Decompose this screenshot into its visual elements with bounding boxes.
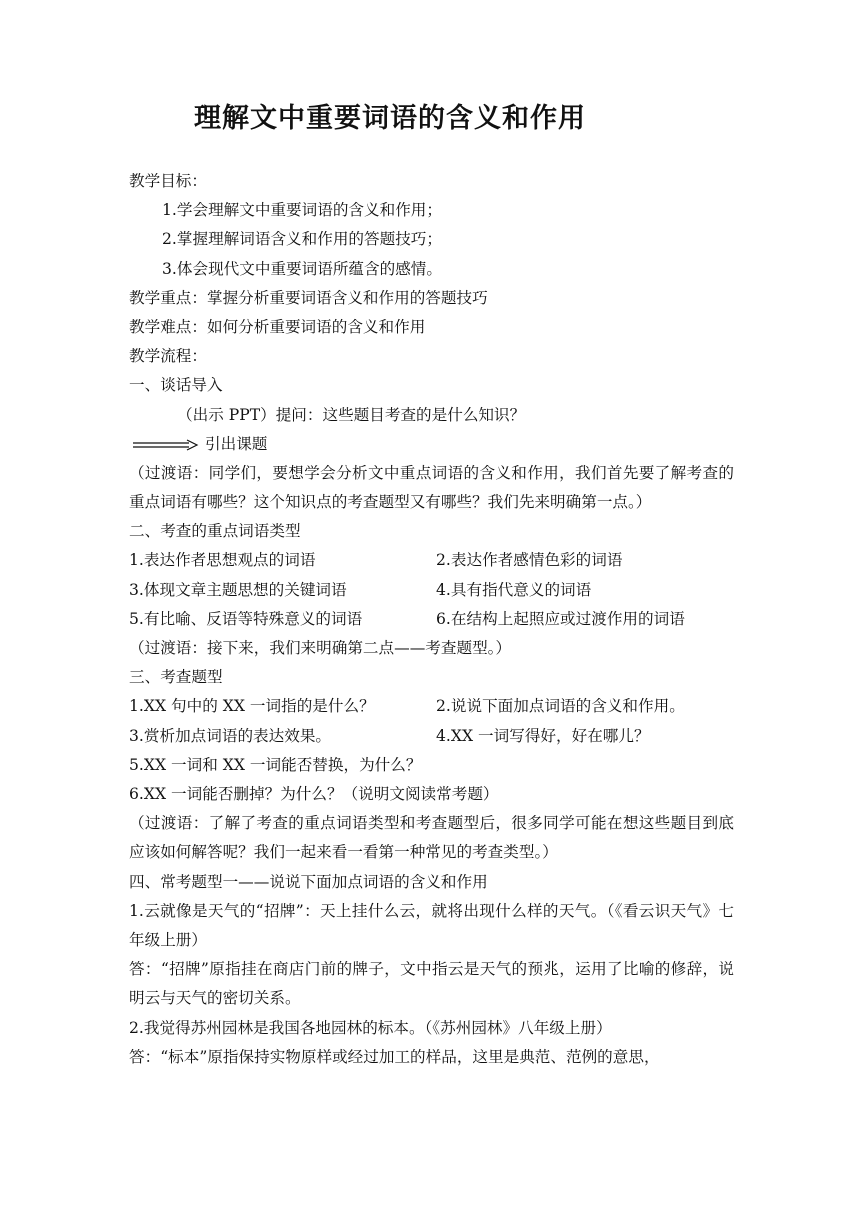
question-type-item: 3.赏析加点词语的表达效果。 (129, 726, 332, 745)
transition-1: （过渡语：同学们，要想学会分析文中重点词语的含义和作用，我们首先要了解考查的重点词语有哪些？这个知识点的考查题型又有哪些？我们先来明确第一点。） (129, 463, 734, 512)
word-type-item: 1.表达作者思想观点的词语 (129, 551, 316, 570)
question-type-item: 4.XX 一词写得好，好在哪儿？ (436, 726, 650, 745)
section1-heading: 一、谈话导入 (129, 376, 223, 395)
objective-item: 2.掌握理解词语含义和作用的答题技巧； (162, 230, 442, 249)
word-type-item: 4.具有指代意义的词语 (436, 580, 592, 599)
example-question-2: 2.我觉得苏州园林是我国各地园林的标本。（《苏州园林》八年级上册） (129, 1018, 612, 1037)
double-arrow-right-icon (131, 439, 199, 451)
word-type-item: 2.表达作者感情色彩的词语 (436, 551, 623, 570)
word-type-row (129, 546, 734, 575)
lead-in-text: 引出课题 (205, 434, 268, 453)
question-type-item: 5.XX 一词和 XX 一词能否替换，为什么？ (129, 755, 422, 774)
objectives-heading: 教学目标： (129, 172, 207, 190)
ppt-prompt: （出示 PPT）提问：这些题目考查的是什么知识？ (177, 405, 526, 424)
process-heading: 教学流程： (129, 347, 207, 366)
key-point: 教学重点：掌握分析重要词语含义和作用的答题技巧 (129, 288, 488, 307)
transition-2: （过渡语：接下来，我们来明确第二点——考查题型。） (129, 639, 512, 658)
lead-in-line (129, 430, 734, 459)
example-answer-1: 答：“招牌”原指挂在商店门前的牌子，文中指云是天气的预兆，运用了比喻的修辞，说明云与天气的密切关系。 (129, 960, 734, 1008)
section2-heading: 二、考查的重点词语类型 (129, 522, 301, 541)
difficulty: 教学难点：如何分析重要词语的含义和作用 (129, 317, 426, 336)
question-type-item: 6.XX 一词能否删掉？为什么？（说明文阅读常考题） (129, 784, 499, 803)
question-type-item: 2.说说下面加点词语的含义和作用。 (436, 697, 685, 716)
question-type-item: 1.XX 句中的 XX 一词指的是什么？ (129, 697, 375, 716)
word-type-row (129, 576, 734, 605)
word-type-row (129, 605, 734, 634)
example-answer-2: 答：“标本”原指保持实物原样或经过加工的样品，这里是典范、范例的意思， (129, 1047, 660, 1066)
word-type-item: 3.体现文章主题思想的关键词语 (129, 580, 347, 599)
question-type-row (129, 692, 734, 721)
document-body (129, 167, 734, 1072)
word-type-item: 5.有比喻、反语等特殊意义的词语 (129, 609, 363, 628)
objective-item: 3.体会现代文中重要词语所蕴含的感情。 (162, 259, 442, 278)
section3-heading: 三、考查题型 (129, 668, 223, 687)
transition-3: （过渡语：了解了考查的重点词语类型和考查题型后，很多同学可能在想这些题目到底应该如何解答呢？我们一起来看一看第一种常见的考查类型。） (129, 814, 734, 862)
question-type-row (129, 722, 734, 751)
example-question-1: 1.云就像是天气的“招牌”：天上挂什么云，就将出现什么样的天气。（《看云识天气》七年级上册） (129, 901, 734, 949)
objective-item: 1.学会理解文中重要词语的含义和作用； (162, 201, 442, 220)
section4-heading: 四、常考题型一——说说下面加点词语的含义和作用 (129, 872, 488, 891)
document-title: 理解文中重要词语的含义和作用 (194, 103, 586, 134)
word-type-item: 6.在结构上起照应或过渡作用的词语 (436, 609, 685, 628)
